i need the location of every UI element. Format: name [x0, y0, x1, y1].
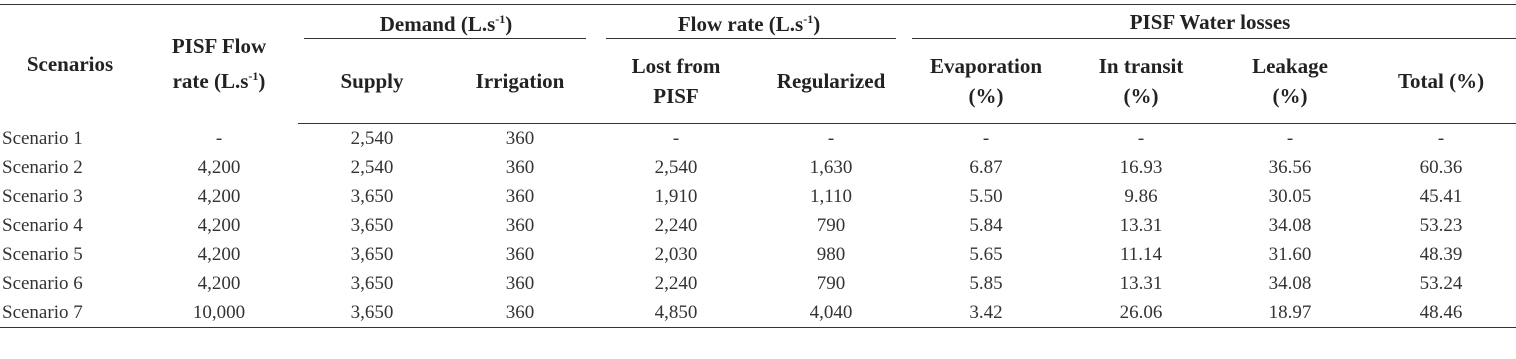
- cell-total: 48.39: [1419, 244, 1463, 265]
- cell-supply: 3,650: [350, 273, 394, 294]
- table-row: [0, 182, 1516, 211]
- header-flow-rate: Flow rate $(L.s^{-1})$: [594, 4, 904, 39]
- cell-pisf-flow: 4,200: [197, 157, 241, 178]
- cell-lost-from-pisf: 2,240: [654, 273, 698, 294]
- cell-leakage: 30.05: [1268, 186, 1312, 207]
- cell-total: 60.36: [1419, 157, 1463, 178]
- cell-irrigation: 360: [505, 128, 535, 149]
- cell-lost-from-pisf: -: [672, 128, 680, 149]
- cell-irrigation: 360: [446, 298, 594, 328]
- header-leakage: Leakage (%): [1214, 39, 1366, 124]
- cell-pisf-flow: 10,000: [140, 298, 298, 328]
- header-pisf-flow-line1: PISF Flow: [171, 34, 267, 59]
- cell-supply: 3,650: [350, 244, 394, 265]
- cell-total: 53.23: [1419, 215, 1463, 236]
- cell-irrigation: 360: [505, 157, 535, 178]
- cell-irrigation: 360: [505, 186, 535, 207]
- cell-leakage: 34.08: [1268, 273, 1312, 294]
- cell-evaporation: -: [982, 128, 990, 149]
- cell-evaporation: 5.50: [969, 186, 1003, 207]
- scenarios-table: [0, 4, 1516, 328]
- cell-regularized: 4,040: [758, 298, 904, 328]
- header-pisf-flow-rate: [140, 4, 298, 124]
- cell-in-transit: 13.31: [1119, 215, 1163, 236]
- header-evaporation: Evaporation (%): [904, 39, 1068, 124]
- table-row: [0, 269, 1516, 298]
- cell-scenario: Scenario 7: [0, 298, 140, 328]
- cell-in-transit: 13.31: [1119, 273, 1163, 294]
- cell-supply: 3,650: [350, 215, 394, 236]
- header-water-losses: PISF Water losses: [904, 4, 1516, 39]
- header-total: Total (%): [1366, 39, 1516, 124]
- table-body: [0, 124, 1516, 328]
- cell-total: 53.24: [1419, 273, 1463, 294]
- cell-supply: 2,540: [350, 157, 394, 178]
- cell-pisf-flow: 4,200: [197, 244, 241, 265]
- cell-leakage: 18.97: [1214, 298, 1366, 328]
- cell-irrigation: 360: [505, 273, 535, 294]
- cell-leakage: 31.60: [1268, 244, 1312, 265]
- cell-irrigation: 360: [505, 244, 535, 265]
- cell-lost-from-pisf: 1,910: [654, 186, 698, 207]
- cell-regularized: 1,630: [809, 157, 853, 178]
- cell-regularized: 1,110: [810, 186, 853, 207]
- header-pisf-flow-line2: rate $(L.s^{-1})$: [172, 69, 266, 94]
- cell-supply: 2,540: [350, 128, 394, 149]
- cell-total: 48.46: [1366, 298, 1516, 328]
- cell-scenario: Scenario 3: [2, 186, 83, 207]
- cell-evaporation: 6.87: [969, 157, 1003, 178]
- table-row: [0, 298, 1516, 328]
- cell-pisf-flow: -: [215, 127, 223, 149]
- header-supply: Supply: [298, 39, 446, 124]
- table-row: [0, 240, 1516, 269]
- table-header: [0, 4, 1516, 124]
- header-regularized: Regularized: [758, 39, 904, 124]
- header-irrigation: Irrigation: [446, 39, 594, 124]
- cell-lost-from-pisf: 2,540: [654, 157, 698, 178]
- cell-leakage: -: [1286, 128, 1294, 149]
- cell-in-transit: 11.14: [1120, 244, 1163, 265]
- cell-pisf-flow: 4,200: [197, 273, 241, 294]
- cell-irrigation: 360: [505, 215, 535, 236]
- cell-supply: 3,650: [298, 298, 446, 328]
- cell-leakage: 34.08: [1268, 215, 1312, 236]
- table-row: [0, 211, 1516, 240]
- cell-scenario: Scenario 4: [2, 215, 83, 236]
- cell-evaporation: 5.85: [969, 273, 1003, 294]
- cell-lost-from-pisf: 4,850: [594, 298, 758, 328]
- cell-in-transit: 9.86: [1124, 186, 1158, 207]
- cell-in-transit: -: [1137, 128, 1145, 149]
- cell-regularized: 790: [816, 273, 846, 294]
- cell-in-transit: 26.06: [1068, 298, 1214, 328]
- cell-in-transit: 16.93: [1119, 157, 1163, 178]
- table-row: [0, 124, 1516, 154]
- cell-scenario: Scenario 6: [2, 273, 83, 294]
- cell-evaporation: 5.65: [969, 244, 1003, 265]
- cell-total: 45.41: [1419, 186, 1463, 207]
- cell-pisf-flow: 4,200: [197, 215, 241, 236]
- cell-regularized: 980: [816, 244, 846, 265]
- cell-regularized: -: [827, 128, 835, 149]
- header-demand: Demand $(L.s^{-1})$: [298, 4, 594, 39]
- cell-scenario: Scenario 2: [2, 157, 83, 178]
- cell-regularized: 790: [816, 215, 846, 236]
- cell-pisf-flow: 4,200: [197, 186, 241, 207]
- header-lost-from-pisf: Lost from PISF: [594, 39, 758, 124]
- cell-lost-from-pisf: 2,240: [654, 215, 698, 236]
- table-row: [0, 153, 1516, 182]
- cell-scenario: Scenario 1: [2, 127, 83, 149]
- cell-evaporation: 3.42: [904, 298, 1068, 328]
- cell-leakage: 36.56: [1268, 157, 1312, 178]
- header-scenarios: Scenarios: [26, 51, 114, 76]
- header-in-transit: In transit (%): [1068, 39, 1214, 124]
- cell-evaporation: 5.84: [969, 215, 1003, 236]
- cell-total: -: [1437, 128, 1445, 149]
- cell-scenario: Scenario 5: [2, 244, 83, 265]
- cell-lost-from-pisf: 2,030: [654, 244, 698, 265]
- cell-supply: 3,650: [350, 186, 394, 207]
